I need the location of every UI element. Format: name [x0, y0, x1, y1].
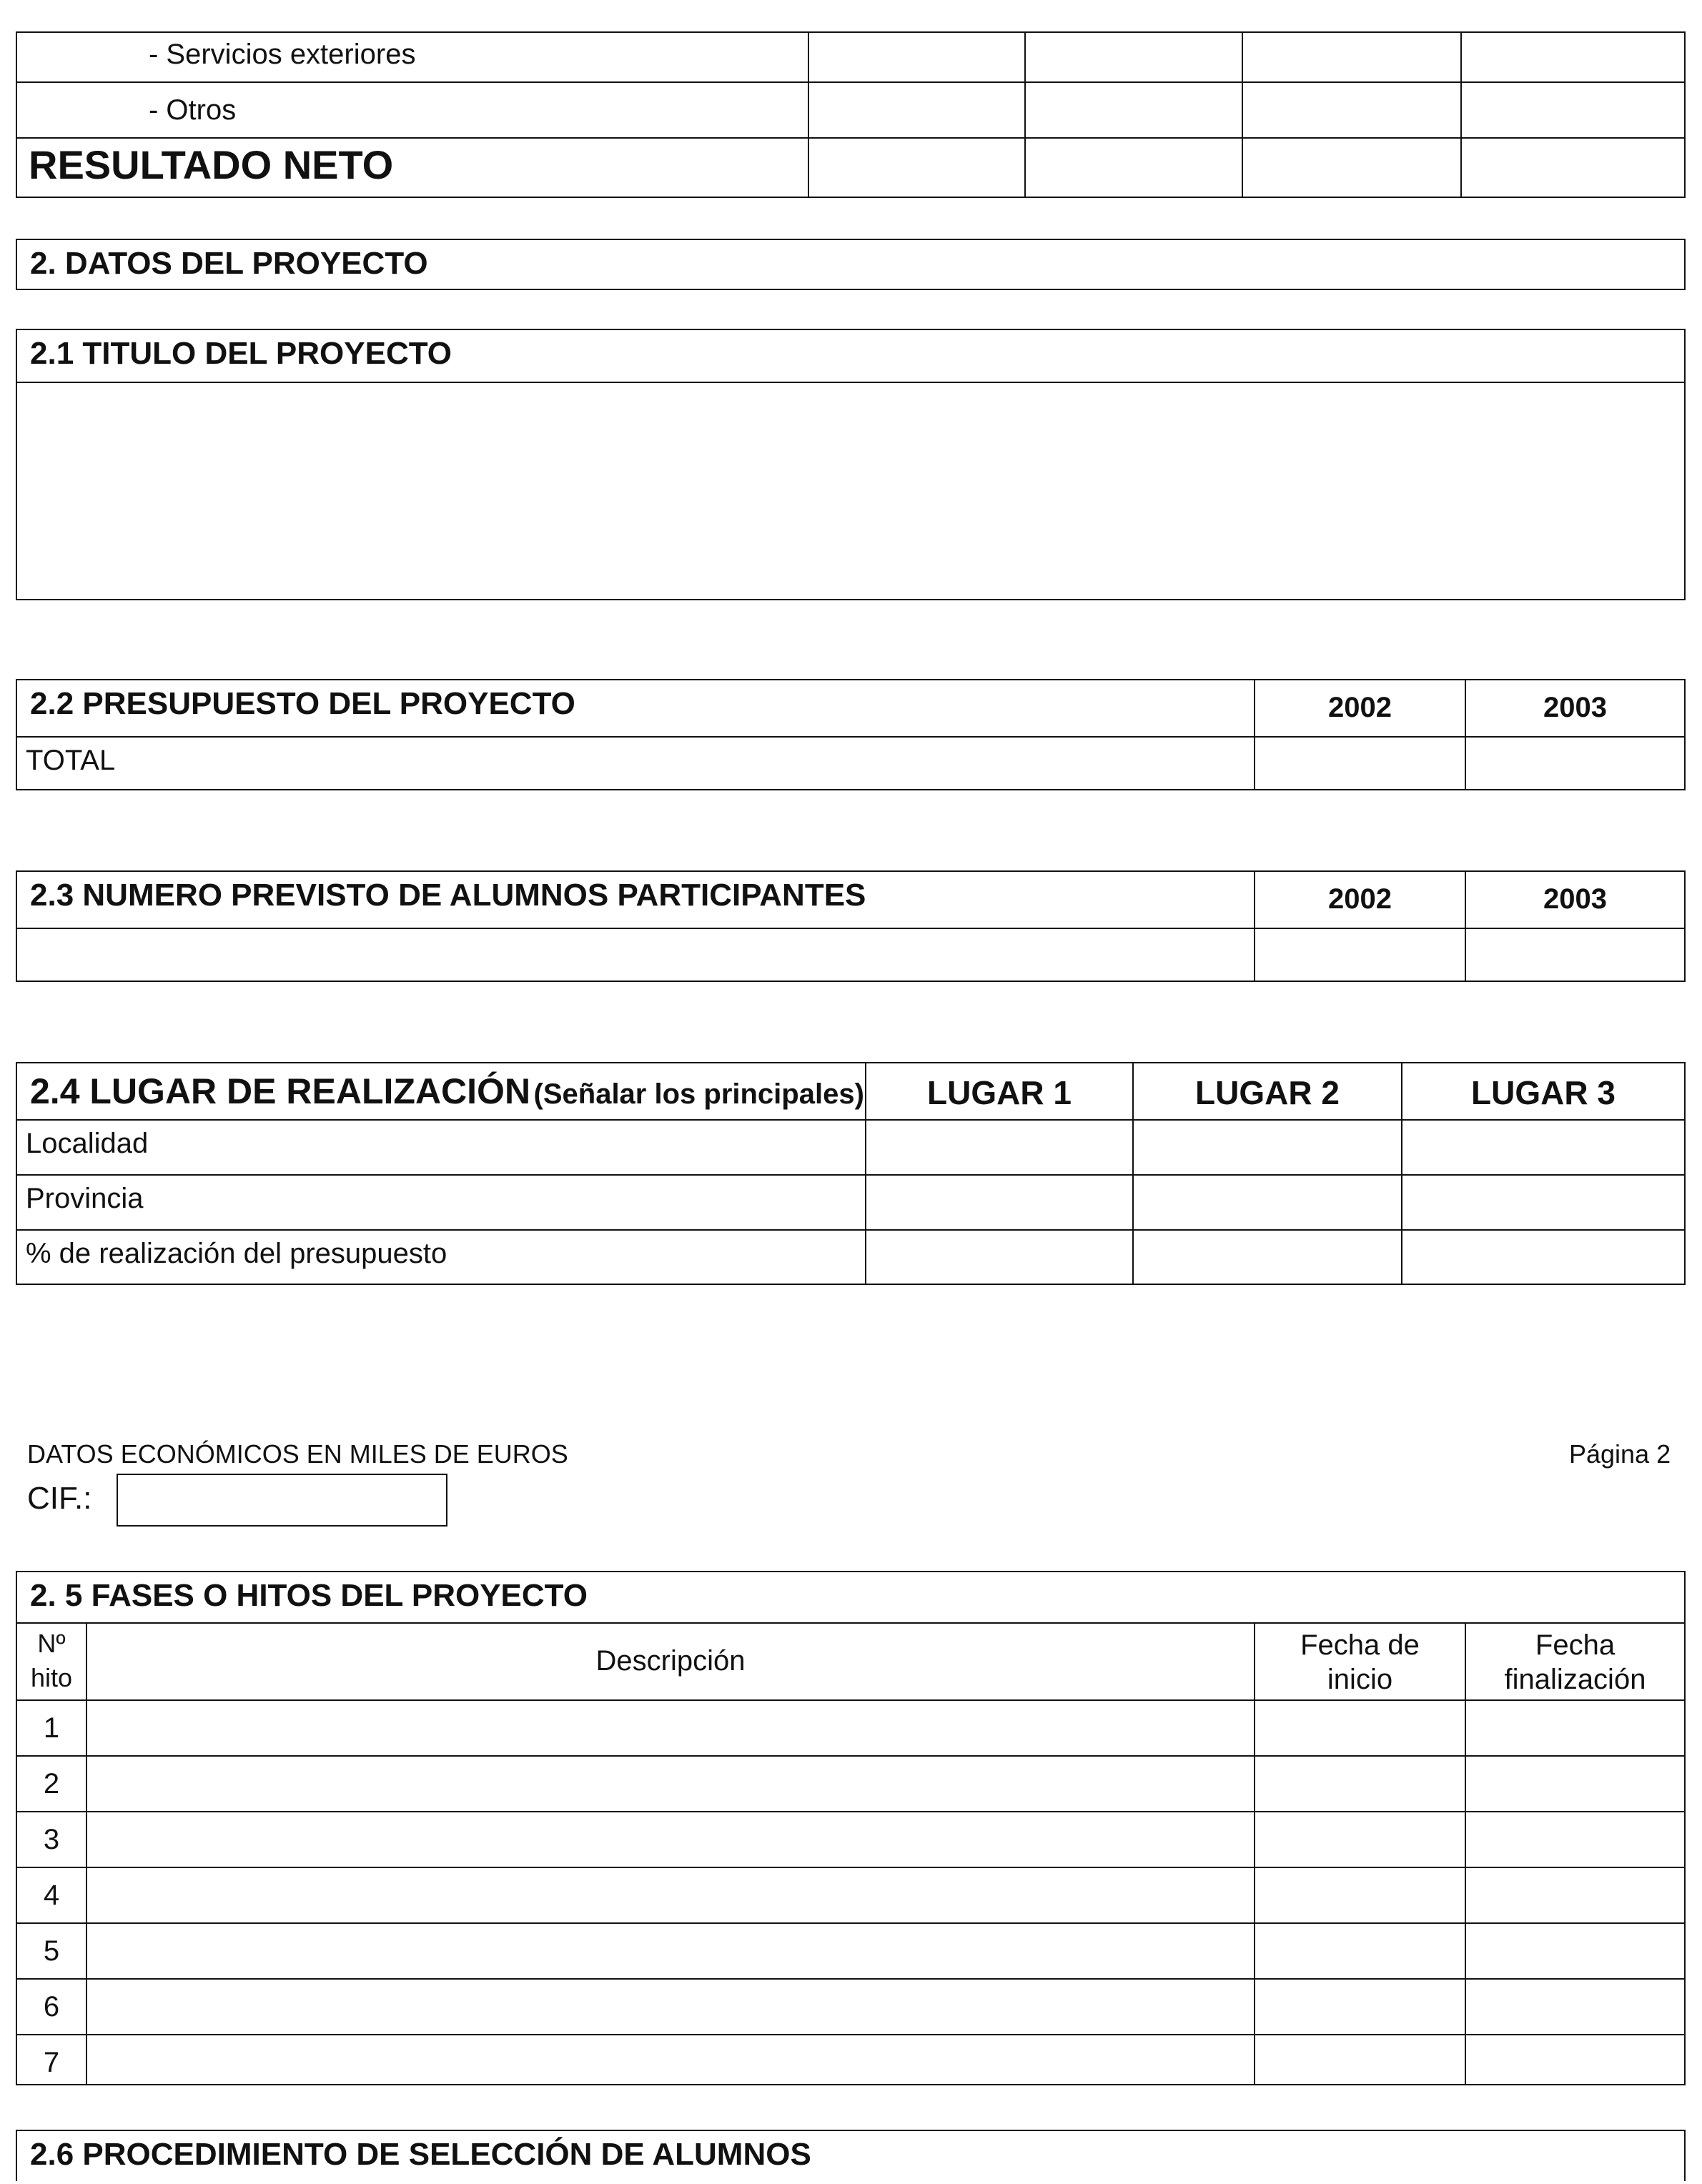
col-end-line2: finalización: [1504, 1664, 1646, 1695]
section-2-4-title-main: 2.4 LUGAR DE REALIZACIÓN: [30, 1071, 531, 1111]
year-2003-header: 2003: [1543, 692, 1607, 723]
section-2-1: [16, 329, 1686, 600]
col-num-line2: hito: [30, 1663, 73, 1692]
value-cell[interactable]: [1243, 33, 1460, 81]
row-label-servicios-exteriores: - Servicios exteriores: [149, 39, 416, 70]
lugar-3-header: LUGAR 3: [1471, 1074, 1616, 1111]
localidad-label: Localidad: [26, 1128, 149, 1159]
cif-label: CIF.:: [27, 1481, 92, 1516]
year-2003-header: 2003: [1543, 883, 1607, 915]
hito-number: 1: [43, 1712, 60, 1744]
section-2-3: [16, 870, 1686, 982]
section-2-5: [16, 1571, 1686, 2085]
section-2-1-title: 2.1 TITULO DEL PROYECTO: [30, 336, 452, 371]
cif-input[interactable]: [117, 1474, 447, 1527]
col-end-line1: Fecha: [1535, 1629, 1616, 1661]
col-end-header: [1466, 1628, 1684, 1697]
lugar-2-header: LUGAR 2: [1195, 1074, 1340, 1111]
project-title-field[interactable]: [17, 383, 1684, 599]
section-2-4: [16, 1062, 1686, 1285]
hito-number: 2: [43, 1768, 60, 1800]
col-num-header: [17, 1627, 86, 1695]
hito-number: 4: [43, 1880, 60, 1911]
hito-number: 3: [43, 1824, 60, 1855]
resultado-neto-label: RESULTADO NETO: [29, 142, 394, 187]
realizacion-label: % de realización del presupuesto: [26, 1238, 447, 1269]
economic-data-note: DATOS ECONÓMICOS EN MILES DE EUROS: [27, 1439, 568, 1469]
budget-2002-field[interactable]: [1255, 738, 1465, 789]
value-cell[interactable]: [1462, 33, 1684, 81]
section-2-4-subtitle: (Señalar los principales): [533, 1078, 864, 1110]
section-2-header: [16, 239, 1686, 290]
page-number: Página 2: [1569, 1439, 1671, 1469]
lugar-fields[interactable]: [866, 1121, 1684, 1284]
hitos-fields[interactable]: [87, 1701, 1684, 2084]
total-label: TOTAL: [26, 745, 116, 776]
section-2-4-title: [30, 1071, 864, 1112]
section-2-6-header: [16, 2130, 1686, 2181]
section-2-2: [16, 679, 1686, 790]
section-2-2-title: 2.2 PRESUPUESTO DEL PROYECTO: [30, 686, 575, 721]
section-2-6-title: 2.6 PROCEDIMIENTO DE SELECCIÓN DE ALUMNOS: [30, 2137, 811, 2172]
students-2003-field[interactable]: [1466, 929, 1684, 981]
value-cell[interactable]: [1026, 33, 1241, 81]
lugar-1-header: LUGAR 1: [927, 1074, 1072, 1111]
students-field[interactable]: [17, 929, 1254, 981]
hito-number: 6: [43, 1991, 60, 2022]
col-start-header: [1255, 1628, 1465, 1697]
hito-number: 5: [43, 1935, 60, 1967]
col-num-line1: Nº: [37, 1629, 66, 1658]
row-label-otros: - Otros: [149, 94, 237, 126]
section-2-title: 2. DATOS DEL PROYECTO: [30, 246, 428, 281]
provincia-label: Provincia: [26, 1183, 144, 1214]
value-cell[interactable]: [809, 33, 1024, 81]
section-2-3-title: 2.3 NUMERO PREVISTO DE ALUMNOS PARTICIPANTES: [30, 878, 866, 913]
year-2002-header: 2002: [1328, 692, 1392, 723]
col-start-line1: Fecha de: [1300, 1629, 1420, 1661]
hito-number: 7: [43, 2047, 60, 2078]
section-2-5-title: 2. 5 FASES O HITOS DEL PROYECTO: [30, 1578, 588, 1613]
col-start-line2: inicio: [1327, 1664, 1393, 1695]
budget-2003-field[interactable]: [1466, 738, 1684, 789]
year-2002-header: 2002: [1328, 883, 1392, 915]
col-desc-header: Descripción: [595, 1645, 746, 1677]
students-2002-field[interactable]: [1255, 929, 1465, 981]
